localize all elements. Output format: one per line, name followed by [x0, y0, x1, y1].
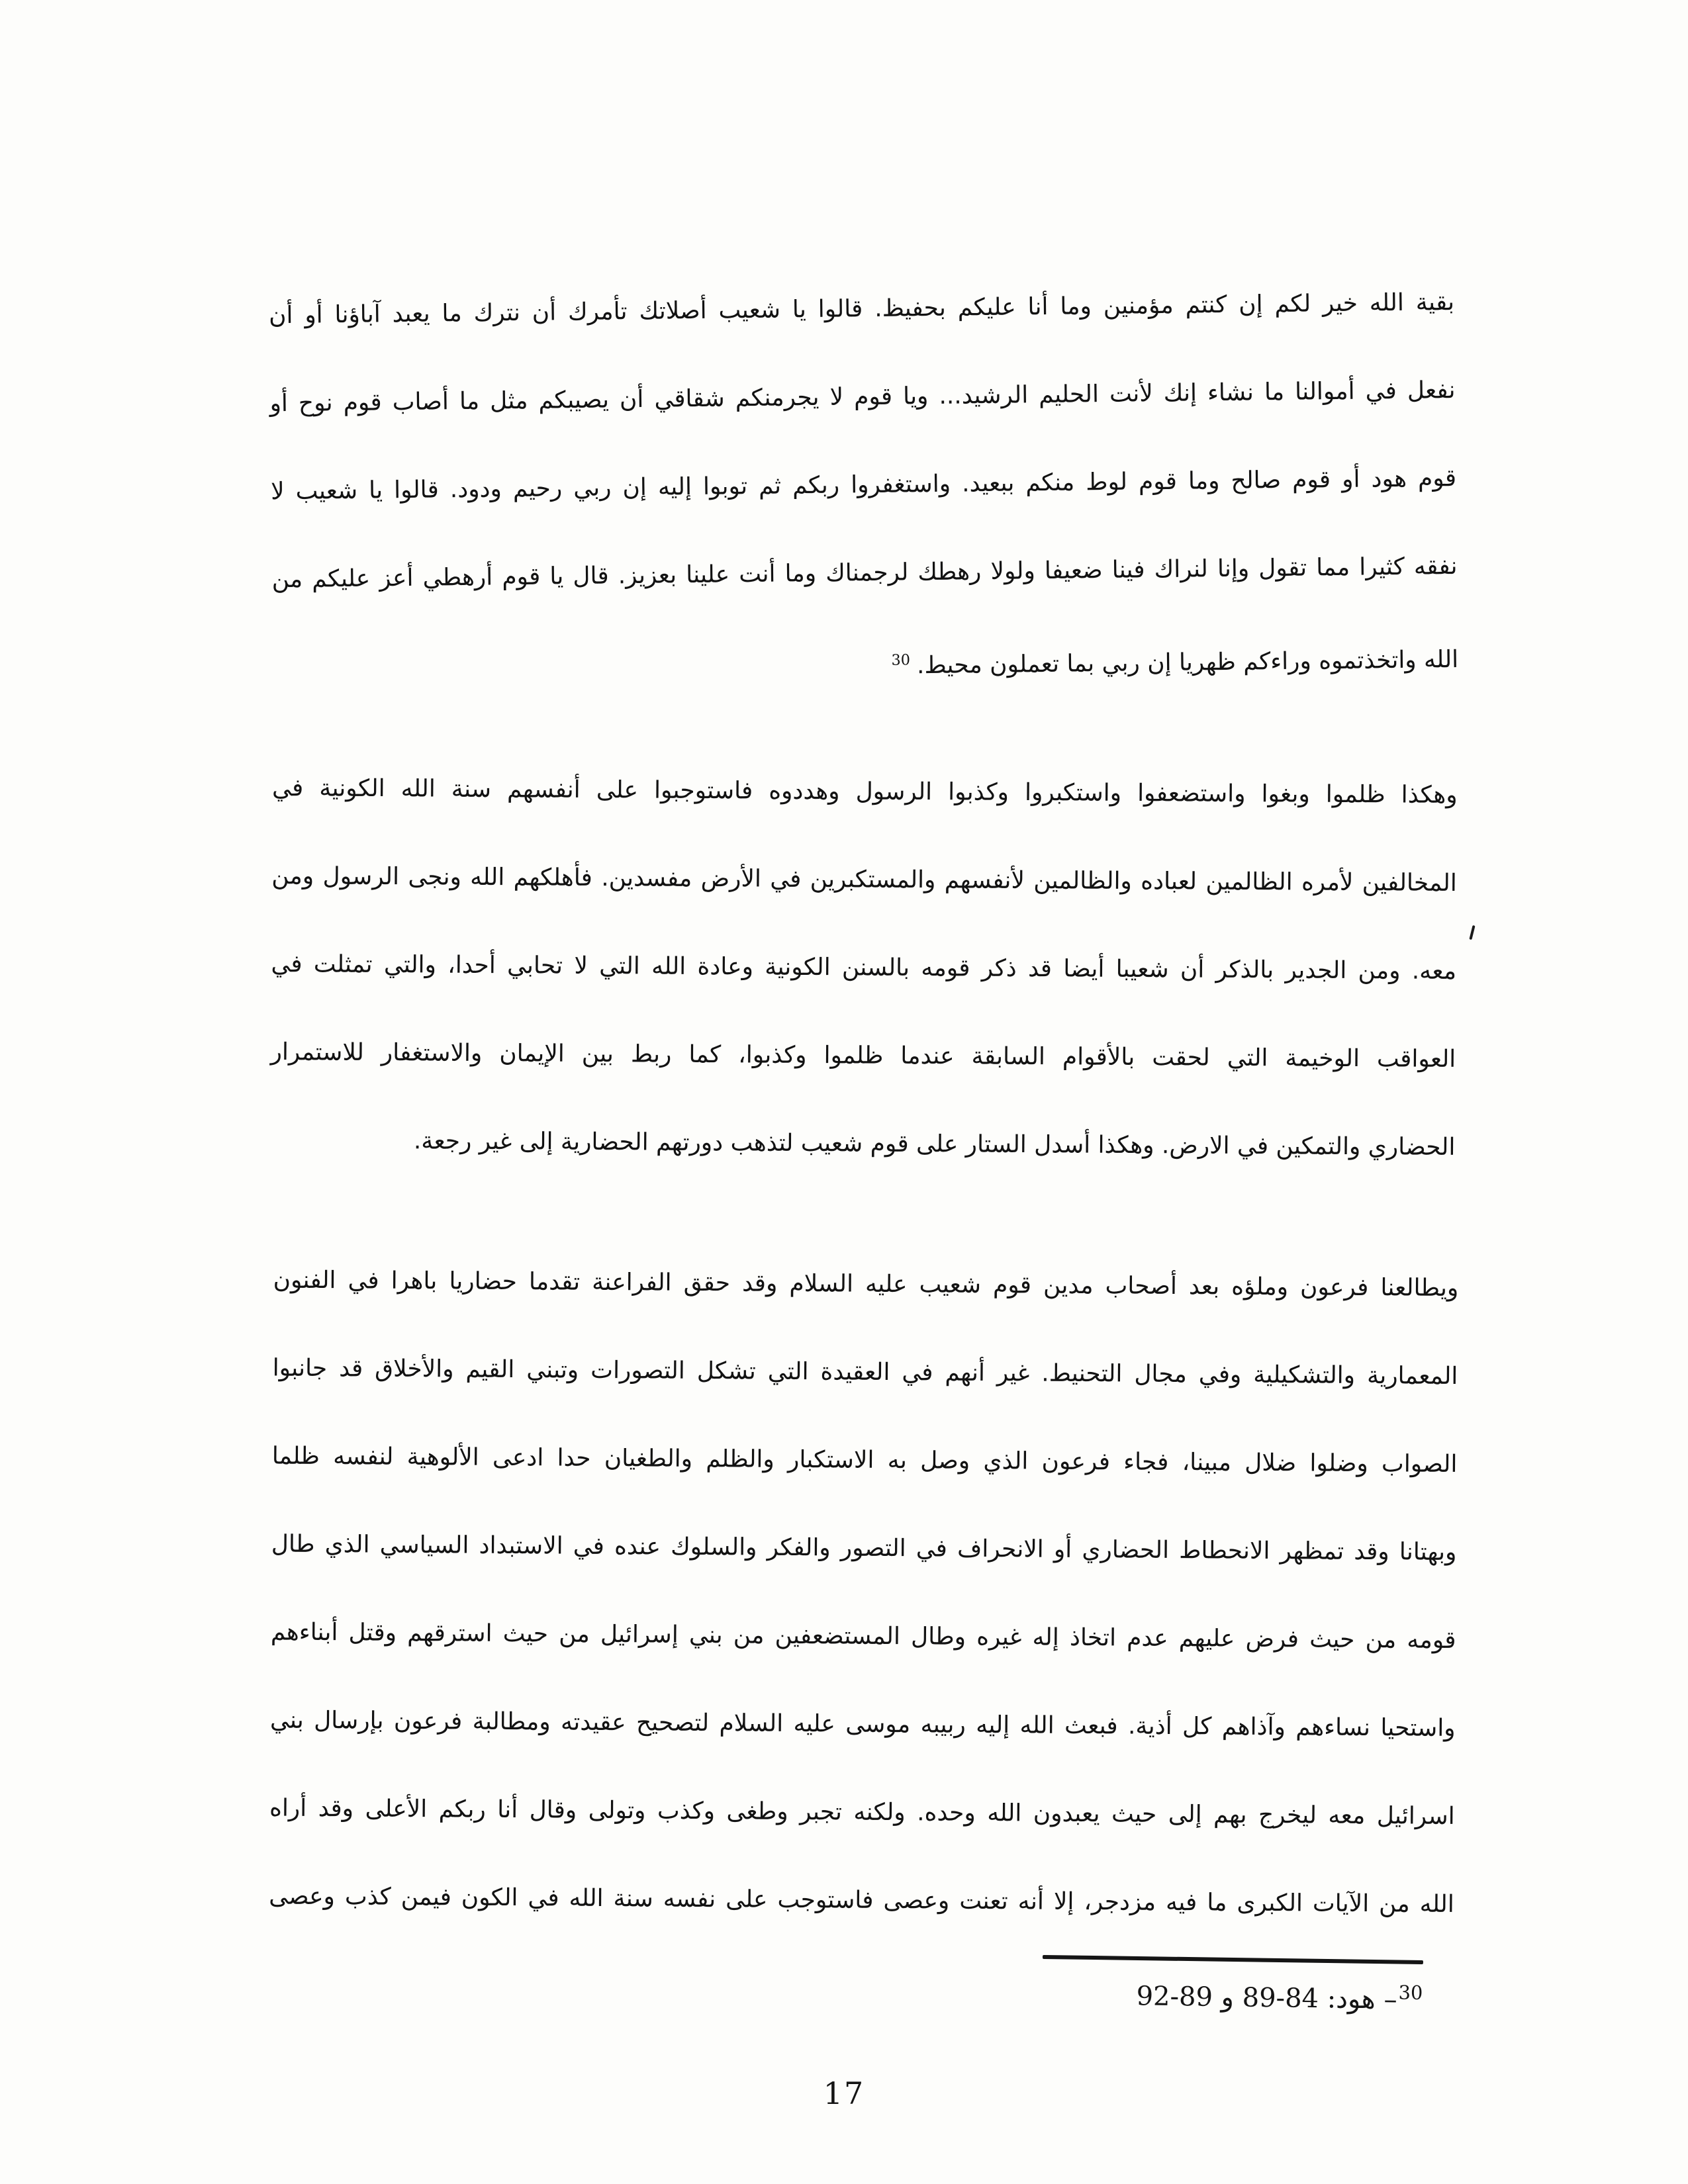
line-text: نفقه كثيرا مما تقول وإنا لنراك فينا ضعيفا ولولا رهطك لرجمناك وما أنت علينا بعزيز. قال يا قوم أرهطي أعز عليكم من [271, 552, 1458, 594]
line-text: معه. ومن الجدير بالذكر أن شعيبا أيضا قد ذكر قومه بالسنن الكونية وعادة الله التي لا تحابي أحدا، والتي تمثلت في [271, 950, 1457, 985]
text-line [271, 1588, 1456, 1684]
quran-quote-paragraph [269, 258, 1458, 711]
line-text: الحضاري والتمكين في الارض. وهكذا أسدل الستار على قوم شعيب لتذهب دورتهم الحضارية إلى غير رجعة. [413, 1127, 1456, 1161]
line-text: الصواب وضلوا ضلال مبينا، فجاء فرعون الذي وصل به الاستكبار والظلم والطغيان حدا ادعى الألوهية لنفسه ظلما [271, 1442, 1458, 1479]
text-line [272, 1412, 1458, 1508]
line-text: وهكذا ظلموا وبغوا واستضعفوا واستكبروا وكذبوا الرسول وهددوه فاستوجبوا على أنفسهم سنة الله الكونية في [271, 774, 1458, 809]
text-line [269, 1764, 1455, 1860]
line-text: اسرائيل معه ليخرج بهم إلى حيث يعبدون الله وحده. ولكنه تجبر وطغى وكذب وتولى وقال أنا ربكم الأعلى وقد أراه [269, 1794, 1455, 1830]
text-line [273, 610, 1458, 711]
page-number: 17 [823, 2075, 865, 2111]
footnote-text-line [827, 1973, 1423, 2015]
footnote-marker: 30 [1398, 1981, 1423, 2004]
footnote-reference-superscript: 30 [891, 651, 911, 669]
line-text: المعمارية والتشكيلية وفي مجال التحنيط. غير أنهم في العقيدة التي تشكل التصورات وتبني القيم والأخلاق قد جانبوا [272, 1354, 1458, 1390]
text-line [271, 920, 1457, 1015]
line-text: المخالفين لأمره الظالمين لعباده والظالمين لأنفسهم والمستكبرين في الأرض مفسدين. فأهلكهم الله ونجى الرسول ومن [271, 862, 1457, 897]
line-text: ويطالعنا فرعون وملؤه بعد أصحاب مدين قوم شعيب عليه السلام وقد حقق الفراعنة تقدما حضاريا باهرا في الفنون [273, 1266, 1459, 1302]
text-line [269, 258, 1454, 359]
text-line [271, 434, 1456, 535]
text-line [272, 744, 1458, 839]
commentary-paragraph-shuayb [270, 744, 1458, 1191]
line-text: بقية الله خير لكم إن كنتم مؤمنين وما أنا عليكم بحفيظ. قالوا يا شعيب أصلاتك تأمرك أن نترك ما يعبد آباؤنا أو أن [268, 289, 1455, 330]
text-line [269, 1852, 1454, 1948]
line-text: وبهتانا وقد تمظهر الانحطاط الحضاري أو الانحراف في التصور والفكر والسلوك عنده في الاستبداد السياسي الذي طال [271, 1530, 1457, 1567]
commentary-paragraph-pharaoh [269, 1236, 1458, 1948]
footnote-text: – هود: 84-89 و 89-92 [1136, 1981, 1397, 2015]
line-text: الله من الآيات الكبرى ما فيه مزدجر، إلا أنه تعنت وعصى فاستوجب على نفسه سنة الله في الكون فيمن كذب وعصى [269, 1882, 1454, 1918]
scan-artifact-mark [1469, 925, 1475, 940]
text-line [270, 346, 1456, 447]
text-line [273, 1236, 1459, 1332]
text-line [271, 1500, 1457, 1596]
line-text: قومه من حيث فرض عليهم عدم اتخاذ إله غيره وطال المستضعفين من بني إسرائيل من حيث استرقهم وقتل أبناءهم [270, 1618, 1456, 1654]
text-line [273, 1324, 1458, 1420]
line-text: الله واتخذتموه وراءكم ظهريا إن ربي بما تعملون محيط. [916, 645, 1459, 680]
text-line [270, 1096, 1456, 1191]
text-line [272, 522, 1458, 623]
text-line [271, 1008, 1456, 1103]
body-text-block [268, 258, 1459, 2001]
line-text: نفعل في أموالنا ما نشاء إنك لأنت الحليم الرشيد... ويا قوم لا يجرمنكم شقاقي أن يصيبكم مثل ما أصاب قوم نوح أو [269, 377, 1456, 418]
line-text: قوم هود أو قوم صالح وما قوم لوط منكم ببعيد. واستغفروا ربكم ثم توبوا إليه إن ربي رحيم ودود. قالوا يا شعيب لا [270, 465, 1457, 506]
line-text: واستحيا نساءهم وآذاهم كل أذية. فبعث الله إليه ربيبه موسى عليه السلام لتصحيح عقيدته ومطالبة فرعون بإرسال بني [269, 1706, 1456, 1742]
text-line [271, 832, 1457, 927]
footnote [827, 1952, 1423, 2015]
line-text: العواقب الوخيمة التي لحقت بالأقوام السابقة عندما ظلموا وكذبوا، كما ربط بين الإيمان والاستغفار للاستمرار [270, 1038, 1456, 1073]
text-line [270, 1676, 1456, 1772]
